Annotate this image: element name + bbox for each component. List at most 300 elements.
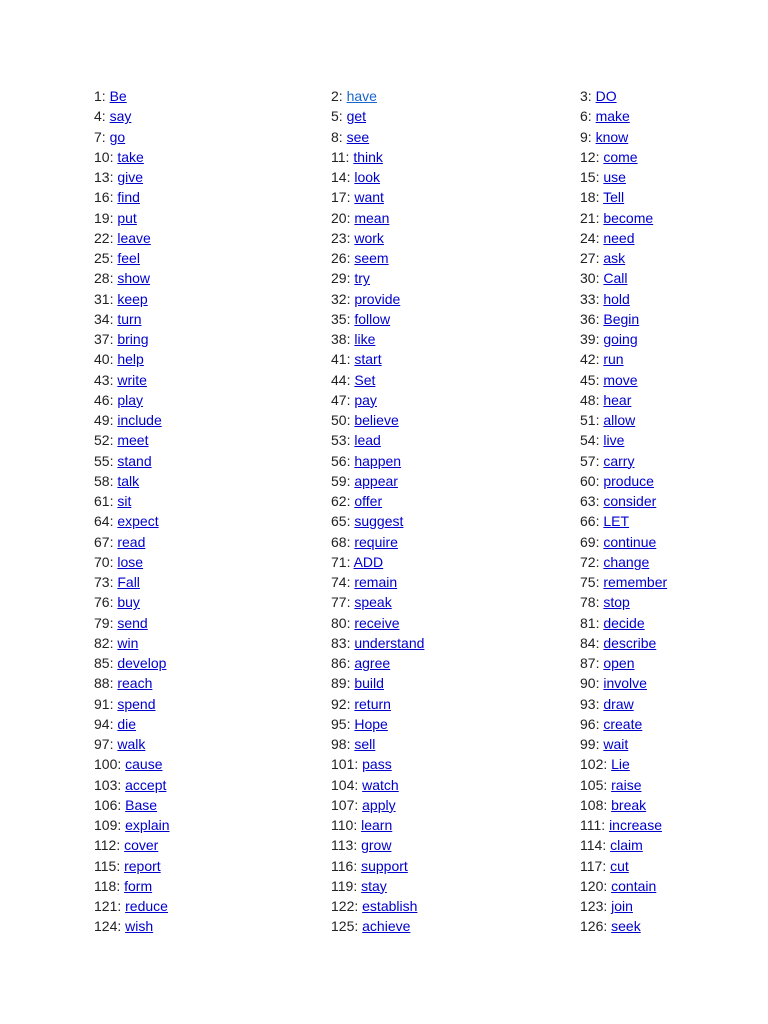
word-link[interactable]: break (611, 796, 647, 813)
word-link[interactable]: Tell (603, 189, 625, 206)
word-entry (94, 511, 159, 531)
word-link[interactable]: look (354, 169, 381, 185)
word-link[interactable]: hold (603, 290, 630, 307)
word-link[interactable]: need (603, 229, 635, 246)
word-entry (94, 329, 149, 349)
word-entry (94, 876, 152, 896)
word-link[interactable]: claim (610, 837, 643, 854)
word-link[interactable]: write (117, 371, 147, 388)
word-entry (94, 916, 153, 936)
word-link[interactable]: turn (117, 310, 142, 327)
word-link[interactable]: Be (109, 88, 127, 104)
word-row (0, 876, 768, 896)
word-link[interactable]: meet (117, 432, 149, 449)
word-row (0, 309, 768, 329)
entry-number: 114: (580, 837, 607, 854)
word-link[interactable]: leave (117, 229, 151, 246)
word-entry (331, 694, 391, 714)
word-link[interactable]: Fall (117, 574, 140, 590)
word-row (0, 511, 768, 531)
word-entry (94, 491, 131, 511)
word-entry (331, 208, 389, 228)
entry-number: 69: (580, 533, 600, 550)
entry-number: 66: (580, 513, 600, 530)
word-link[interactable]: feel (117, 250, 140, 266)
entry-number: 25: (94, 250, 114, 266)
word-row (0, 187, 768, 207)
word-row (0, 896, 768, 916)
word-link[interactable]: bring (117, 331, 149, 347)
word-entry (331, 471, 398, 491)
word-entry (94, 592, 140, 612)
entry-number: 24: (580, 229, 600, 246)
word-row (0, 410, 768, 430)
word-link[interactable]: going (603, 331, 638, 347)
word-link[interactable]: find (117, 189, 140, 206)
word-entry (580, 775, 642, 795)
word-row (0, 349, 768, 369)
word-entry (580, 572, 667, 592)
entry-number: 77: (331, 594, 351, 611)
word-row (0, 451, 768, 471)
word-entry (580, 511, 629, 531)
entry-number: 19: (94, 209, 114, 226)
entry-number: 55: (94, 452, 114, 469)
word-link[interactable]: increase (609, 817, 662, 833)
word-row (0, 248, 768, 268)
word-link[interactable]: give (117, 169, 144, 185)
word-entry (331, 633, 424, 653)
word-entry (331, 572, 397, 592)
word-link[interactable]: develop (117, 655, 167, 671)
word-link[interactable]: suggest (354, 513, 404, 530)
word-link[interactable]: produce (603, 472, 654, 489)
word-link[interactable]: watch (362, 776, 399, 793)
word-link[interactable]: include (117, 412, 162, 428)
word-entry (331, 856, 408, 876)
word-entry (580, 187, 624, 207)
entry-number: 5: (331, 108, 343, 125)
entry-number: 115: (94, 857, 121, 874)
entry-number: 108: (580, 796, 608, 813)
word-link[interactable]: use (603, 169, 626, 185)
word-entry (580, 916, 641, 936)
word-row (0, 329, 768, 349)
word-entry (94, 268, 150, 288)
word-link[interactable]: return (354, 695, 391, 712)
word-link[interactable]: DO (595, 88, 617, 104)
word-link[interactable]: build (354, 675, 384, 692)
word-entry (331, 775, 399, 795)
entry-number: 99: (580, 736, 600, 752)
word-link[interactable]: wait (603, 736, 629, 752)
word-link[interactable]: reach (117, 675, 153, 692)
word-entry (94, 86, 127, 106)
word-link[interactable]: expect (117, 513, 159, 530)
word-entry (580, 370, 638, 390)
word-entry (94, 410, 162, 430)
word-entry (94, 613, 148, 633)
word-link[interactable]: help (117, 351, 144, 368)
entry-number: 17: (331, 189, 351, 206)
entry-number: 61: (94, 493, 114, 509)
word-link[interactable]: reduce (125, 898, 168, 914)
entry-number: 46: (94, 391, 114, 408)
entry-number: 42: (580, 351, 600, 368)
word-link[interactable]: buy (117, 594, 140, 611)
word-row (0, 734, 768, 754)
word-link[interactable]: mean (354, 209, 390, 226)
word-row (0, 815, 768, 835)
word-link[interactable]: come (603, 148, 638, 165)
word-entry (94, 106, 131, 126)
entry-number: 6: (580, 108, 592, 125)
word-entry (94, 653, 166, 673)
word-link[interactable]: form (124, 877, 153, 894)
word-entry (94, 856, 161, 876)
word-link[interactable]: move (603, 371, 638, 388)
word-link[interactable]: Hope (354, 715, 388, 732)
word-link[interactable]: live (603, 432, 625, 449)
word-link[interactable]: read (117, 533, 146, 550)
word-link[interactable]: involve (603, 675, 647, 692)
word-link[interactable]: stay (361, 877, 387, 894)
entry-number: 15: (580, 169, 600, 185)
entry-number: 40: (94, 351, 114, 368)
word-row (0, 653, 768, 673)
word-link[interactable]: stop (603, 594, 630, 611)
entry-number: 3: (580, 88, 592, 104)
word-link[interactable]: pass (362, 756, 392, 773)
entry-number: 43: (94, 371, 114, 388)
entry-number: 48: (580, 391, 600, 408)
word-entry (331, 491, 382, 511)
word-entry (580, 106, 630, 126)
entry-number: 28: (94, 270, 114, 287)
word-link[interactable]: show (117, 270, 151, 287)
word-entry (94, 430, 148, 450)
word-row (0, 430, 768, 450)
entry-number: 74: (331, 574, 351, 590)
word-entry (331, 86, 377, 106)
word-link[interactable]: say (109, 108, 132, 125)
entry-number: 20: (331, 209, 351, 226)
word-link[interactable]: ask (603, 250, 626, 266)
entry-number: 123: (580, 898, 608, 914)
entry-number: 29: (331, 270, 351, 287)
entry-number: 70: (94, 553, 114, 570)
word-link[interactable]: go (109, 128, 126, 145)
word-entry (94, 187, 140, 207)
entry-number: 7: (94, 128, 106, 145)
word-link[interactable]: work (354, 229, 384, 246)
entry-number: 102: (580, 756, 608, 773)
word-entry (580, 552, 649, 572)
word-entry (331, 187, 384, 207)
entry-number: 18: (580, 189, 600, 206)
entry-number: 110: (331, 817, 358, 833)
word-row (0, 471, 768, 491)
entry-number: 119: (331, 877, 358, 894)
word-link[interactable]: get (346, 108, 367, 125)
word-entry (94, 228, 151, 248)
word-entry (94, 370, 147, 390)
word-entry (580, 835, 643, 855)
entry-number: 116: (331, 857, 358, 874)
word-entry (580, 167, 626, 187)
entry-number: 113: (331, 837, 358, 854)
entry-number: 109: (94, 817, 122, 833)
word-entry (580, 714, 642, 734)
word-row (0, 289, 768, 309)
word-link[interactable]: lose (117, 553, 144, 570)
entry-number: 124: (94, 918, 122, 935)
entry-number: 120: (580, 877, 608, 894)
word-entry (331, 167, 380, 187)
word-link[interactable]: cause (125, 756, 163, 773)
word-link[interactable]: join (611, 898, 633, 914)
entry-number: 11: (331, 148, 350, 165)
word-link[interactable]: try (354, 270, 370, 287)
word-entry (331, 451, 401, 471)
word-link[interactable]: create (603, 715, 643, 732)
word-row (0, 572, 768, 592)
word-entry (94, 775, 166, 795)
word-link[interactable]: believe (354, 412, 399, 428)
word-link[interactable]: change (603, 553, 650, 570)
word-link[interactable]: Set (354, 371, 376, 388)
entry-number: 14: (331, 169, 351, 185)
word-link[interactable]: want (354, 189, 384, 206)
word-link[interactable]: Lie (611, 756, 630, 773)
word-link[interactable]: support (361, 857, 408, 874)
word-link[interactable]: run (603, 351, 624, 368)
word-entry (94, 896, 168, 916)
word-entry (580, 896, 633, 916)
word-link[interactable]: establish (362, 898, 418, 914)
entry-number: 35: (331, 310, 351, 327)
entry-number: 80: (331, 614, 351, 631)
word-link[interactable]: walk (117, 736, 146, 752)
word-entry (580, 815, 662, 835)
entry-number: 71: (331, 553, 351, 570)
entry-number: 34: (94, 310, 114, 327)
entry-number: 32: (331, 290, 351, 307)
entry-number: 92: (331, 695, 351, 712)
entry-number: 62: (331, 493, 351, 509)
word-row (0, 390, 768, 410)
word-link[interactable]: put (117, 209, 137, 226)
entry-number: 75: (580, 574, 600, 590)
entry-number: 90: (580, 675, 600, 692)
entry-number: 59: (331, 472, 351, 489)
word-link[interactable]: spend (117, 695, 156, 712)
word-link[interactable]: apply (362, 796, 396, 813)
word-entry (580, 329, 638, 349)
entry-number: 10: (94, 148, 114, 165)
word-row (0, 714, 768, 734)
word-link[interactable]: sell (354, 736, 376, 752)
word-row (0, 592, 768, 612)
word-entry (580, 349, 624, 369)
word-link[interactable]: seek (611, 918, 641, 935)
word-entry (94, 147, 144, 167)
word-link[interactable]: remain (354, 574, 398, 590)
word-link[interactable]: allow (603, 412, 636, 428)
word-link[interactable]: achieve (362, 918, 411, 935)
word-link[interactable]: receive (354, 614, 400, 631)
word-link[interactable]: decide (603, 614, 645, 631)
entry-number: 111: (580, 817, 606, 833)
word-link[interactable]: draw (603, 695, 634, 712)
entry-number: 64: (94, 513, 114, 530)
word-link[interactable]: understand (354, 634, 425, 651)
word-link[interactable]: Begin (603, 310, 640, 327)
word-entry (94, 289, 148, 309)
word-entry (580, 471, 654, 491)
word-link[interactable]: hear (603, 391, 632, 408)
word-link[interactable]: raise (611, 776, 642, 793)
entry-number: 8: (331, 128, 343, 145)
word-link[interactable]: make (595, 108, 630, 125)
entry-number: 30: (580, 270, 600, 287)
word-link[interactable]: think (353, 148, 383, 165)
word-entry (94, 167, 143, 187)
word-link[interactable]: appear (354, 472, 398, 489)
word-entry (331, 532, 398, 552)
word-link[interactable]: talk (117, 472, 140, 489)
word-link[interactable]: know (595, 128, 629, 145)
entry-number: 47: (331, 391, 351, 408)
word-entry (331, 835, 391, 855)
word-entry (94, 552, 143, 572)
entry-number: 27: (580, 250, 600, 266)
entry-number: 39: (580, 331, 600, 347)
entry-number: 9: (580, 128, 592, 145)
word-link[interactable]: sit (117, 493, 132, 509)
word-row (0, 552, 768, 572)
word-link[interactable]: stand (117, 452, 152, 469)
word-link[interactable]: win (117, 634, 139, 651)
word-entry (331, 613, 400, 633)
entry-number: 33: (580, 290, 600, 307)
word-entry (94, 572, 140, 592)
word-link[interactable]: report (124, 857, 161, 874)
word-link[interactable]: provide (354, 290, 401, 307)
word-row (0, 106, 768, 126)
entry-number: 45: (580, 371, 600, 388)
entry-number: 121: (94, 898, 122, 914)
word-link[interactable]: ADD (353, 553, 384, 570)
entry-number: 36: (580, 310, 600, 327)
entry-number: 51: (580, 412, 600, 428)
word-link[interactable]: accept (125, 776, 167, 793)
word-link[interactable]: die (117, 715, 137, 732)
entry-number: 26: (331, 250, 351, 266)
entry-number: 4: (94, 108, 106, 125)
word-link[interactable]: become (603, 209, 654, 226)
word-link[interactable]: Base (125, 796, 158, 813)
word-link[interactable]: lead (354, 432, 381, 449)
word-entry (331, 147, 383, 167)
entry-number: 106: (94, 796, 122, 813)
word-link[interactable]: grow (361, 837, 392, 854)
word-link[interactable]: play (117, 391, 144, 408)
word-link[interactable]: LET (603, 513, 630, 530)
word-link[interactable]: see (346, 128, 370, 145)
word-entry (331, 592, 392, 612)
entry-number: 72: (580, 553, 600, 570)
entry-number: 96: (580, 715, 600, 732)
word-link[interactable]: require (354, 533, 398, 550)
word-link[interactable]: have (346, 88, 377, 104)
entry-number: 56: (331, 452, 351, 469)
word-link[interactable]: Call (603, 270, 628, 287)
word-link[interactable]: continue (603, 533, 657, 550)
word-link[interactable]: describe (603, 634, 657, 651)
word-link[interactable]: take (117, 148, 144, 165)
word-link[interactable]: cut (610, 857, 629, 874)
entry-number: 67: (94, 533, 114, 550)
word-entry (580, 653, 635, 673)
word-link[interactable]: offer (354, 493, 383, 509)
entry-number: 38: (331, 331, 351, 347)
word-link[interactable]: send (117, 614, 148, 631)
word-entry (580, 491, 656, 511)
word-link[interactable]: consider (603, 493, 657, 509)
word-entry (331, 390, 377, 410)
entry-number: 73: (94, 574, 114, 590)
word-link[interactable]: learn (361, 817, 393, 833)
word-link[interactable]: follow (354, 310, 391, 327)
entry-number: 1: (94, 88, 106, 104)
entry-number: 63: (580, 493, 600, 509)
entry-number: 118: (94, 877, 121, 894)
word-link[interactable]: keep (117, 290, 148, 307)
word-link[interactable]: pay (354, 391, 377, 408)
word-link[interactable]: wish (125, 918, 154, 935)
word-row (0, 127, 768, 147)
word-link[interactable]: open (603, 655, 635, 671)
word-link[interactable]: contain (611, 877, 657, 894)
entry-number: 58: (94, 472, 114, 489)
word-row (0, 775, 768, 795)
word-row (0, 835, 768, 855)
word-link[interactable]: like (354, 331, 376, 347)
word-entry (580, 147, 638, 167)
word-link[interactable]: speak (354, 594, 392, 611)
entry-number: 31: (94, 290, 114, 307)
word-entry (580, 268, 627, 288)
word-entry (331, 916, 410, 936)
word-entry (580, 876, 656, 896)
entry-number: 100: (94, 756, 122, 773)
word-link[interactable]: seem (354, 250, 389, 266)
entry-number: 95: (331, 715, 351, 732)
entry-number: 16: (94, 189, 114, 206)
word-link[interactable]: agree (354, 655, 391, 671)
word-entry (580, 734, 628, 754)
word-link[interactable]: remember (603, 574, 668, 590)
entry-number: 21: (580, 209, 600, 226)
word-link[interactable]: cover (124, 837, 159, 854)
word-link[interactable]: start (354, 351, 382, 368)
word-row (0, 795, 768, 815)
entry-number: 88: (94, 675, 114, 692)
word-link[interactable]: carry (603, 452, 635, 469)
word-link[interactable]: explain (125, 817, 170, 833)
word-link[interactable]: happen (354, 452, 402, 469)
